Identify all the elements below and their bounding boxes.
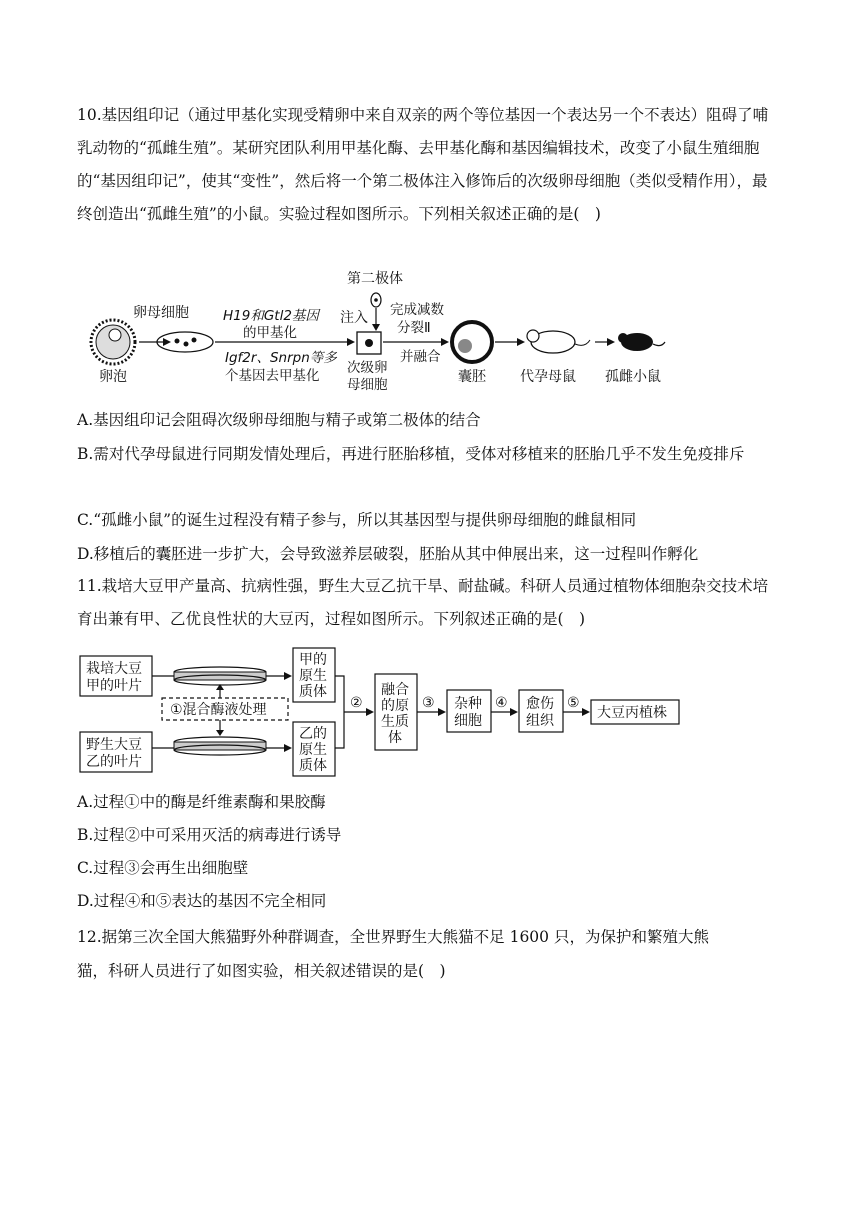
methylation-label-2: 的甲基化 xyxy=(243,325,297,341)
culture-dish-a-icon xyxy=(174,667,266,685)
step-3-label: ③ xyxy=(422,695,435,711)
q11-figure xyxy=(78,646,708,782)
hybrid-label-2: 细胞 xyxy=(454,713,482,729)
complete-label-3: 并融合 xyxy=(400,349,441,365)
blastocyst-label: 囊胚 xyxy=(458,369,486,385)
surrogate-label: 代孕母鼠 xyxy=(520,369,576,385)
protoplast-b-label-2: 原生 xyxy=(299,742,327,758)
fused-label-3: 生质 xyxy=(381,714,409,730)
parthenogenetic-mouse-label: 孤雌小鼠 xyxy=(605,369,661,385)
fused-label-4: 体 xyxy=(388,730,402,746)
methylation-label-1: H19和Gtl2基因 xyxy=(223,308,319,324)
source-a-label-2: 甲的叶片 xyxy=(86,678,142,694)
polar-body-icon xyxy=(371,293,381,307)
step-5-label: ⑤ xyxy=(567,695,580,711)
secondary-oocyte-label-1: 次级卵 xyxy=(347,360,388,376)
protoplast-a-label-2: 原生 xyxy=(299,668,327,684)
source-a-label-1: 栽培大豆 xyxy=(86,661,142,677)
blastocyst-icon xyxy=(452,322,492,362)
q12-stem-line-1: 12.据第三次全国大熊猫野外种群调查，全世界野生大熊猫不足 1600 只，为保护和繁殖大熊 xyxy=(77,928,709,946)
source-b-label-2: 乙的叶片 xyxy=(86,754,142,770)
q11-stem: 11.栽培大豆甲产量高、抗病性强，野生大豆乙抗干旱、耐盐碱。科研人员通过植物体细胞杂交技术培育出兼有甲、乙优良性状的大豆丙，过程如图所示。下列叙述正确的是( ) xyxy=(77,577,769,628)
q11-option-a: A.过程①中的酶是纤维素酶和果胶酶 xyxy=(77,793,326,811)
fused-label-2: 的原 xyxy=(381,698,409,714)
surrogate-mouse-icon xyxy=(527,330,590,353)
callus-label-2: 组织 xyxy=(526,713,554,729)
secondary-oocyte-label-2: 母细胞 xyxy=(347,377,388,393)
protoplast-a-label-3: 质体 xyxy=(299,684,327,700)
q11-option-b: B.过程②中可采用灭活的病毒进行诱导 xyxy=(77,826,342,844)
protoplast-a-label-1: 甲的 xyxy=(299,652,327,668)
inject-label: 注入 xyxy=(340,310,368,326)
q10-option-a: A.基因组印记会阻碍次级卵母细胞与精子或第二极体的结合 xyxy=(77,411,481,429)
hybrid-label-1: 杂种 xyxy=(454,696,482,712)
complete-label-1: 完成减数 xyxy=(390,302,444,318)
q11-option-c: C.过程③会再生出细胞壁 xyxy=(77,859,249,877)
source-b-label-1: 野生大豆 xyxy=(86,737,142,753)
plant-label: 大豆丙植株 xyxy=(597,705,667,721)
culture-dish-b-icon xyxy=(174,737,266,755)
complete-label-2: 分裂Ⅱ xyxy=(397,320,431,336)
q11-option-d: D.过程④和⑤表达的基因不完全相同 xyxy=(77,892,327,910)
secondary-oocyte-icon xyxy=(357,332,381,354)
demethylation-label-2: 个基因去甲基化 xyxy=(225,368,320,384)
q10-stem: 10.基因组印记（通过甲基化实现受精卵中来自双亲的两个等位基因一个表达另一个不表达）阻碍了哺乳动物的“孤雌生殖”。某研究团队利用甲基化酶、去甲基化酶和基因编辑技术，改变了小鼠生殖细胞的“基因组印记”，使其“变性”，然后将一个第二极体注入修饰后的次级卵母细胞（类似受精作用），最终创造出“孤雌生殖”的小鼠。实验过程如图所示。下列相关叙述正确的是( ) xyxy=(77,106,769,223)
step-4-label: ④ xyxy=(495,695,508,711)
polar-body-label: 第二极体 xyxy=(347,271,403,287)
oocyte-cell-label: 卵母细胞 xyxy=(133,305,189,321)
q10-figure xyxy=(85,268,675,398)
protoplast-b-label-3: 质体 xyxy=(299,758,327,774)
q10-option-b: B.需对代孕母鼠进行同期发情处理后，再进行胚胎移植，受体对移植来的胚胎几乎不发生免疫排斥 xyxy=(77,445,745,463)
follicle-icon xyxy=(91,320,135,364)
protoplast-b-label-1: 乙的 xyxy=(299,726,327,742)
q10-option-d: D.移植后的囊胚进一步扩大，会导致滋养层破裂，胚胎从其中伸展出来，这一过程叫作孵化 xyxy=(77,545,699,563)
callus-label-1: 愈伤 xyxy=(526,696,554,712)
fused-label-1: 融合 xyxy=(381,682,409,698)
step-2-label: ② xyxy=(350,695,363,711)
q10-option-c: C.“孤雌小鼠”的诞生过程没有精子参与，所以其基因型与提供卵母细胞的雌鼠相同 xyxy=(77,511,637,529)
q12-stem-line-2: 猫，科研人员进行了如图实验，相关叙述错误的是( ) xyxy=(77,962,446,980)
demethylation-label-1: Igf2r、Snrpn等多 xyxy=(225,350,337,366)
enzyme-treatment-label: ①混合酶液处理 xyxy=(170,702,267,718)
follicle-label: 卵泡 xyxy=(99,369,127,385)
parthenogenetic-mouse-icon xyxy=(618,333,665,351)
